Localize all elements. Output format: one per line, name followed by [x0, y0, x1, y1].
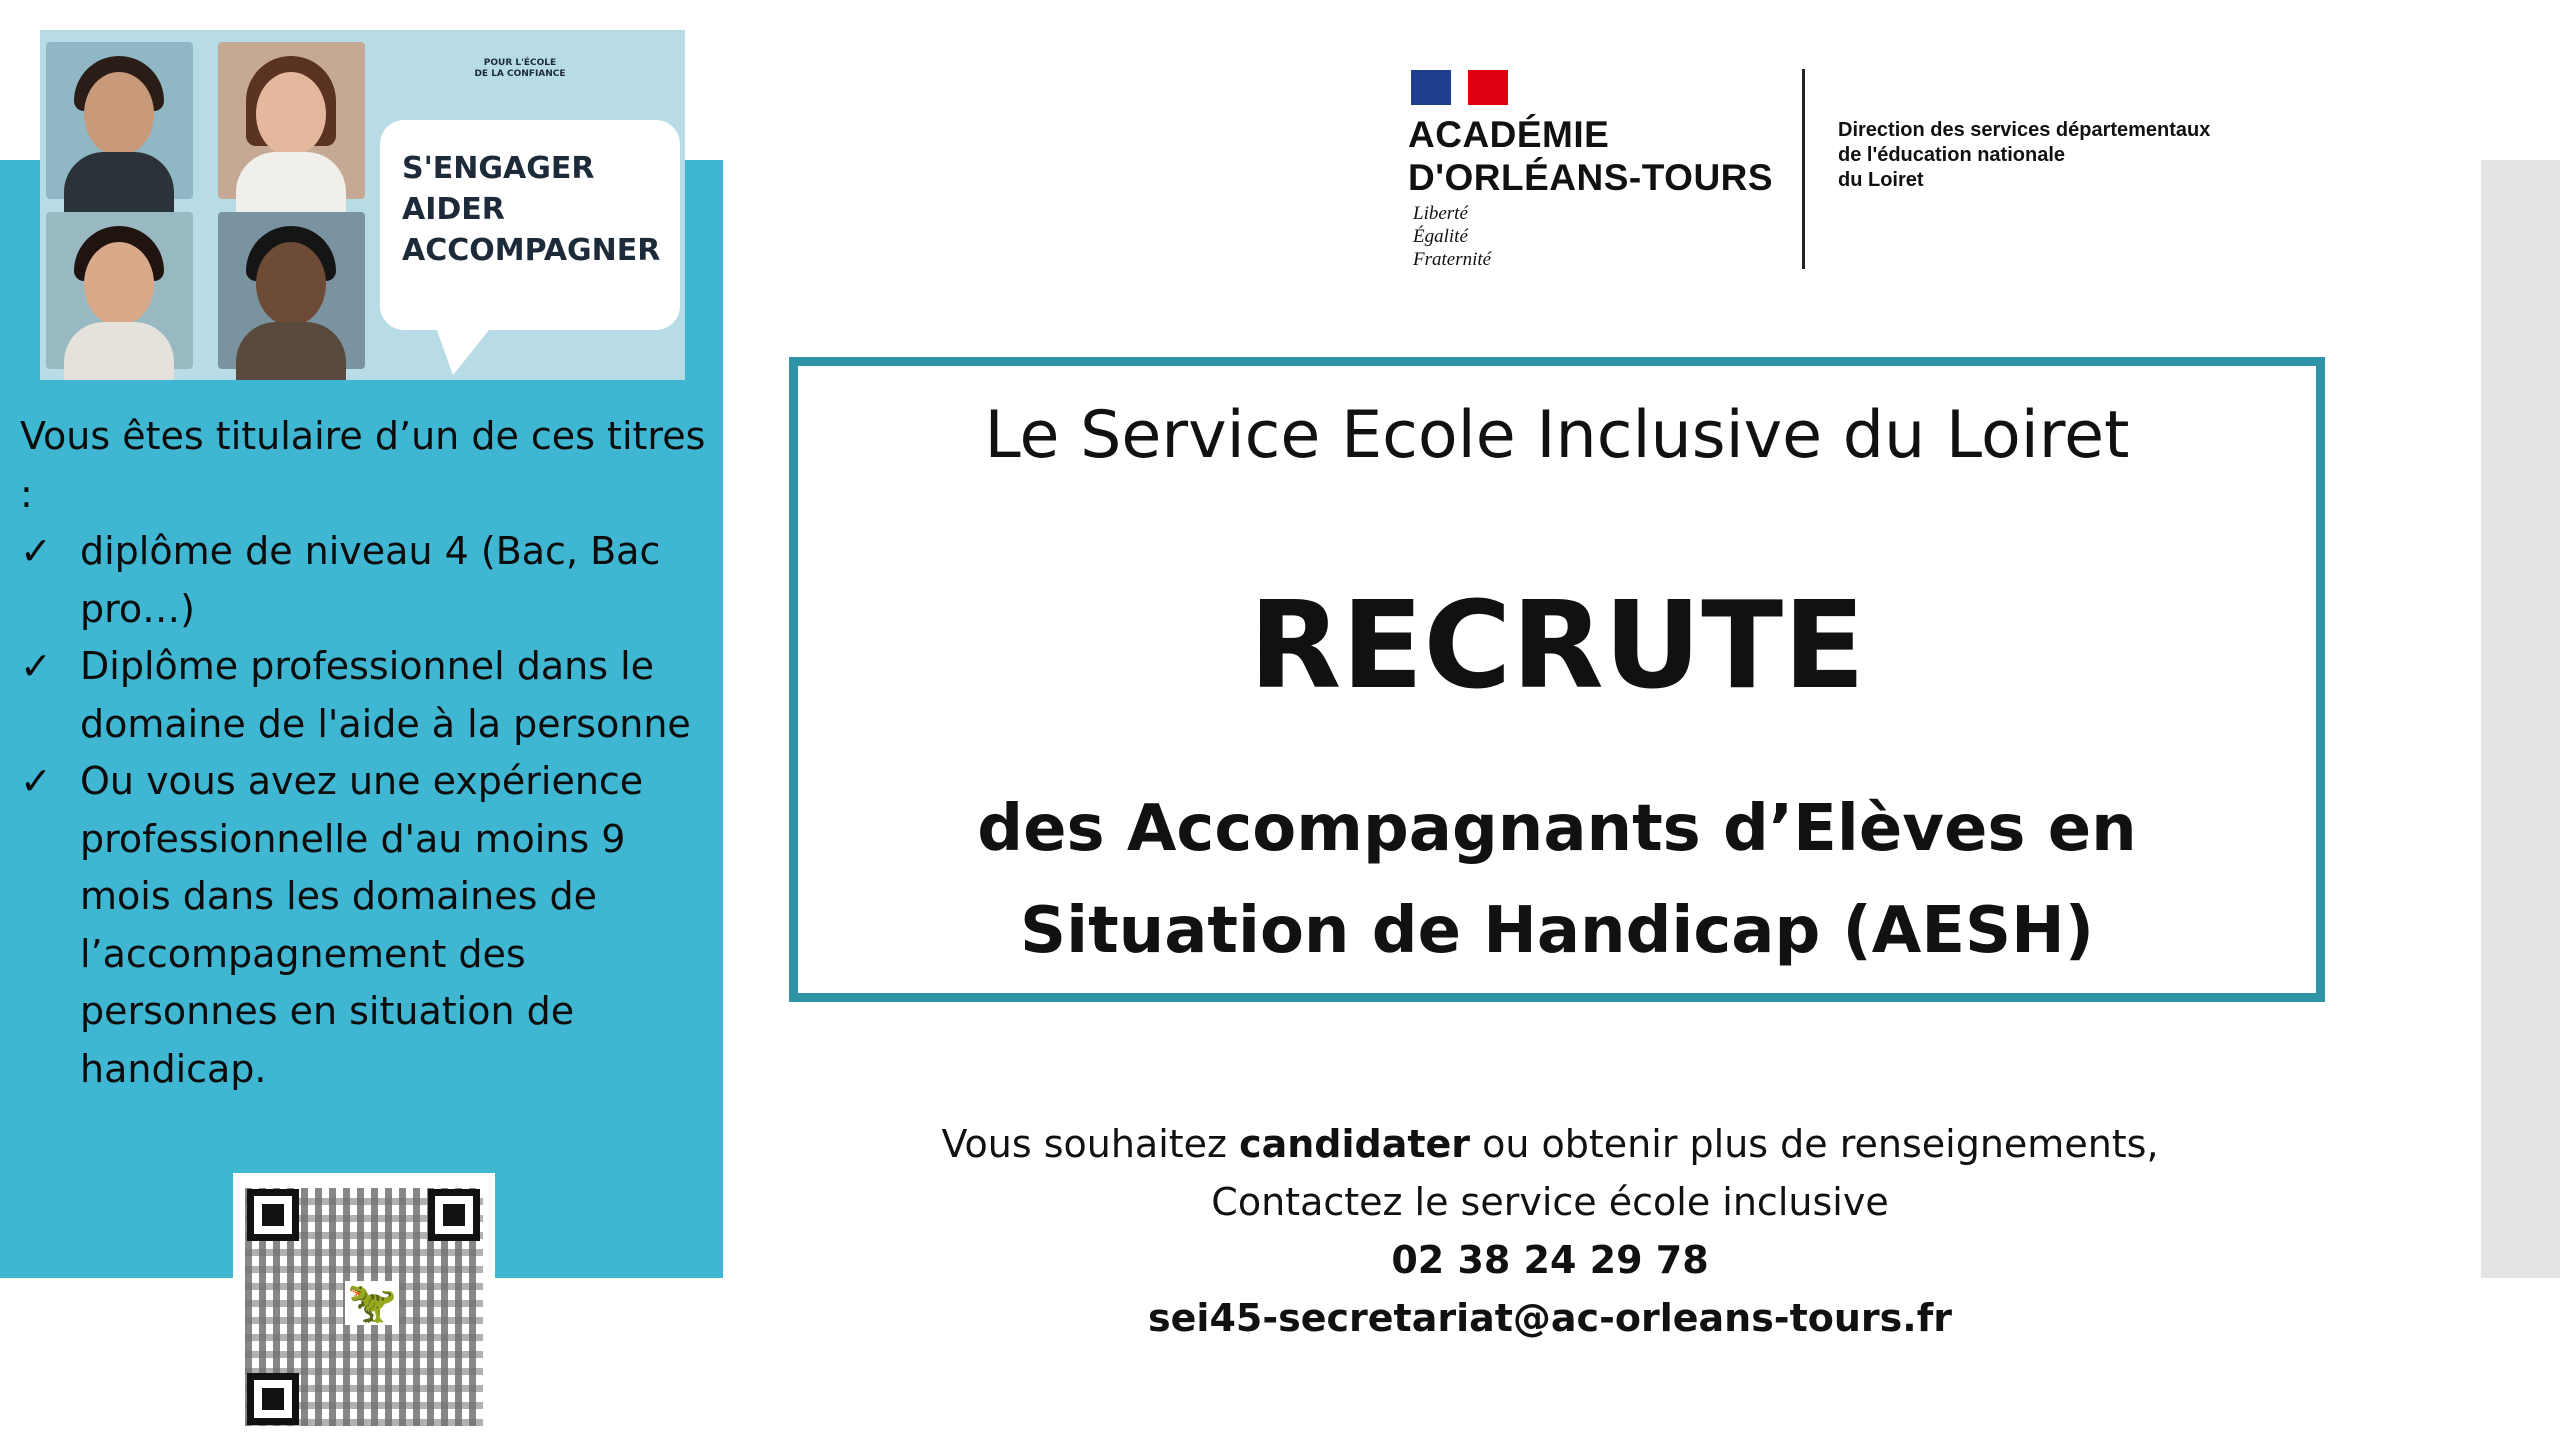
bubble-line: ACCOMPAGNER: [402, 233, 661, 268]
recrute-heading: RECRUTE: [1248, 577, 1866, 716]
marianne-flag-icon: [1411, 70, 1508, 105]
qr-finder-icon: [247, 1189, 299, 1241]
contact-line-1: Vous souhaitez candidater ou obtenir plus de renseignements,: [941, 1122, 2159, 1166]
check-icon: ✓: [20, 644, 52, 688]
logo-divider: [1802, 69, 1805, 269]
ecole-confiance-brand: POUR L'ÉCOLE DE LA CONFIANCE: [474, 58, 566, 79]
promo-image: [40, 30, 685, 380]
direction-services: Direction des services départementaux de l'éducation nationale du Loiret: [1838, 119, 2211, 191]
portrait-photo-3: [46, 212, 193, 369]
qualifications-block: [20, 408, 720, 1098]
right-grey-strip: [2481, 160, 2560, 1278]
check-icon: ✓: [20, 529, 52, 573]
academie-name: ACADÉMIE D'ORLÉANS-TOURS: [1408, 114, 1774, 198]
qualifications-list: [20, 523, 720, 1098]
qualification-text: Diplôme professionnel dans le domaine de l'aide à la personne: [80, 644, 691, 746]
aesh-subtitle: des Accompagnants d’Elèves en Situation de Handicap (AESH): [977, 792, 2137, 968]
service-title: Le Service Ecole Inclusive du Loiret: [984, 398, 2130, 473]
list-item: [20, 638, 720, 753]
qr-finder-icon: [428, 1189, 480, 1241]
bubble-line: AIDER: [402, 192, 505, 227]
qr-code[interactable]: [233, 1173, 495, 1440]
recruitment-box: [789, 357, 2325, 1002]
list-item: [20, 523, 720, 638]
dinosaur-icon: 🦖: [347, 1280, 397, 1326]
qualifications-intro: Vous êtes titulaire d’un de ces titres :: [20, 414, 706, 516]
phone-number[interactable]: 02 38 24 29 78: [1391, 1238, 1709, 1282]
contact-line-2: Contactez le service école inclusive: [1211, 1180, 1889, 1224]
republic-motto: Liberté Égalité Fraternité: [1413, 203, 1492, 270]
check-icon: ✓: [20, 759, 52, 803]
speech-bubble-tail: [435, 325, 493, 375]
contact-block: [880, 1115, 2220, 1347]
bubble-line: S'ENGAGER: [402, 151, 595, 186]
portrait-photo-2: [218, 42, 365, 199]
portrait-photo-4: [218, 212, 365, 369]
qualification-text: Ou vous avez une expérience professionnelle d'au moins 9 mois dans les domaines de l’accompagnement des personnes en situation de handicap.: [80, 759, 644, 1091]
speech-bubble-text: [402, 148, 660, 271]
email-link[interactable]: sei45-secretariat@ac-orleans-tours.fr: [1148, 1296, 1952, 1340]
qr-finder-icon: [247, 1373, 299, 1425]
list-item: [20, 753, 720, 1098]
portrait-photo-1: [46, 42, 193, 199]
qualification-text: diplôme de niveau 4 (Bac, Bac pro…): [80, 529, 661, 631]
